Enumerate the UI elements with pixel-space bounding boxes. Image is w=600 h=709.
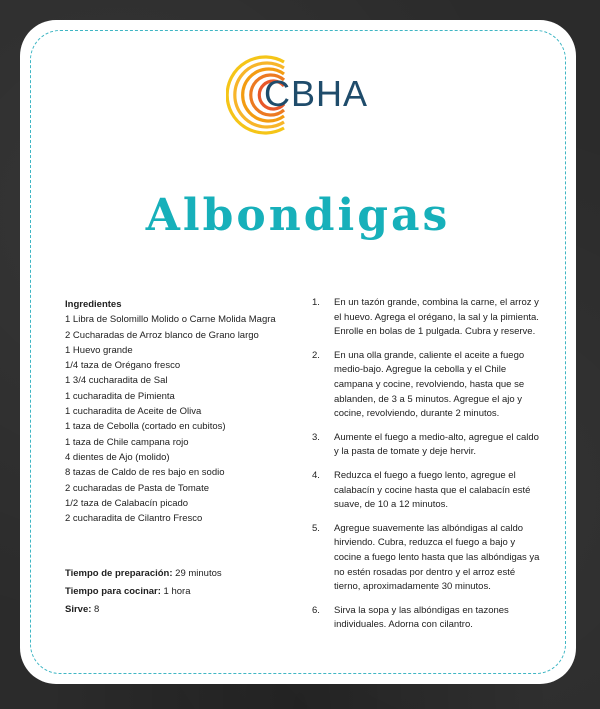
ingredient-item: 1 taza de Chile campana rojo: [65, 436, 189, 448]
prep-time-value: 29 minutos: [172, 568, 222, 579]
instruction-step: [312, 469, 542, 513]
prep-time: [65, 568, 305, 586]
ingredient-item: 2 cucharadas de Pasta de Tomate: [65, 482, 210, 494]
instructions-list: [312, 296, 542, 642]
instruction-step: [312, 522, 542, 595]
step-number: 2.: [312, 349, 320, 361]
cook-time-value: 1 hora: [160, 586, 191, 597]
ingredient-item: 1 3/4 cucharadita de Sal: [65, 375, 168, 387]
step-text: En una olla grande, caliente el aceite a fuego medio-bajo. Agregue la cebolla y el Chile campana y cocine, revolviendo, hasta que se ablanden, de 3 a 5 minutos. Agregue el ajo y cocine, revolviendo, durante 2 minutos.: [334, 349, 525, 420]
recipe-card: [20, 20, 576, 684]
logo-text: CBHA: [264, 73, 369, 114]
ingredient-item: 1 Huevo grande: [65, 344, 133, 356]
step-number: 4.: [312, 469, 320, 481]
cook-time-label: Tiempo para cocinar:: [65, 586, 161, 597]
step-number: 1.: [312, 297, 320, 308]
servings: [65, 604, 305, 622]
servings-value: 8: [91, 604, 100, 615]
ingredient-item: 1 Libra de Solomillo Molido o Carne Molida Magra: [65, 314, 276, 326]
step-text: En un tazón grande, combina la carne, el arroz y el huevo. Agrega el orégano, la sal y la pimienta. Enrolle en bolas de 1 pulgada. Cubra y reserve.: [334, 297, 539, 338]
cook-time: [65, 586, 305, 604]
instruction-step: [312, 296, 542, 340]
step-number: 3.: [312, 431, 320, 443]
instruction-step: [312, 604, 542, 633]
instruction-step: [312, 431, 542, 460]
step-text: Agregue suavemente las albóndigas al caldo hirviendo. Cubra, reduzca el fuego a bajo y cocine a fuego lento hasta que las albóndigas ya no estén rosadas por dentro y el arroz esté tierno, aproximadamente 30 minutos.: [334, 522, 540, 593]
ingredient-item: 1/4 taza de Orégano fresco: [65, 360, 181, 372]
servings-label: Sirve:: [65, 604, 92, 615]
ingredient-item: 1/2 taza de Calabacín picado: [65, 497, 189, 509]
recipe-title: Albondigas: [145, 190, 451, 241]
ingredients-list: [65, 297, 305, 526]
cbha-logo: [226, 50, 376, 140]
step-text: Reduzca el fuego a fuego lento, agregue el calabacín y cocine hasta que el calabacín esté suave, de 10 a 12 minutos.: [334, 469, 531, 511]
ingredient-item: 1 taza de Cebolla (cortado en cubitos): [65, 421, 226, 433]
step-number: 5.: [312, 522, 320, 534]
ingredient-item: 2 Cucharadas de Arroz blanco de Grano largo: [65, 329, 259, 341]
ingredient-item: 2 cucharadita de Cilantro Fresco: [65, 513, 203, 525]
ingredient-item: 1 cucharadita de Pimienta: [65, 390, 175, 402]
step-text: Aumente el fuego a medio-alto, agregue el caldo y la pasta de tomate y deje hervir.: [334, 431, 539, 458]
step-text: Sirva la sopa y las albóndigas en tazones individuales. Adorna con cilantro.: [334, 604, 509, 631]
step-number: 6.: [312, 604, 320, 616]
instruction-step: [312, 349, 542, 422]
ingredient-item: 1 cucharadita de Aceite de Oliva: [65, 406, 202, 418]
ingredients-heading: Ingredientes: [65, 299, 122, 310]
ingredient-item: 4 dientes de Ajo (molido): [65, 451, 170, 463]
recipe-meta: [65, 568, 305, 622]
ingredient-item: 8 tazas de Caldo de res bajo en sodio: [65, 467, 225, 479]
prep-time-label: Tiempo de preparación:: [65, 568, 173, 579]
